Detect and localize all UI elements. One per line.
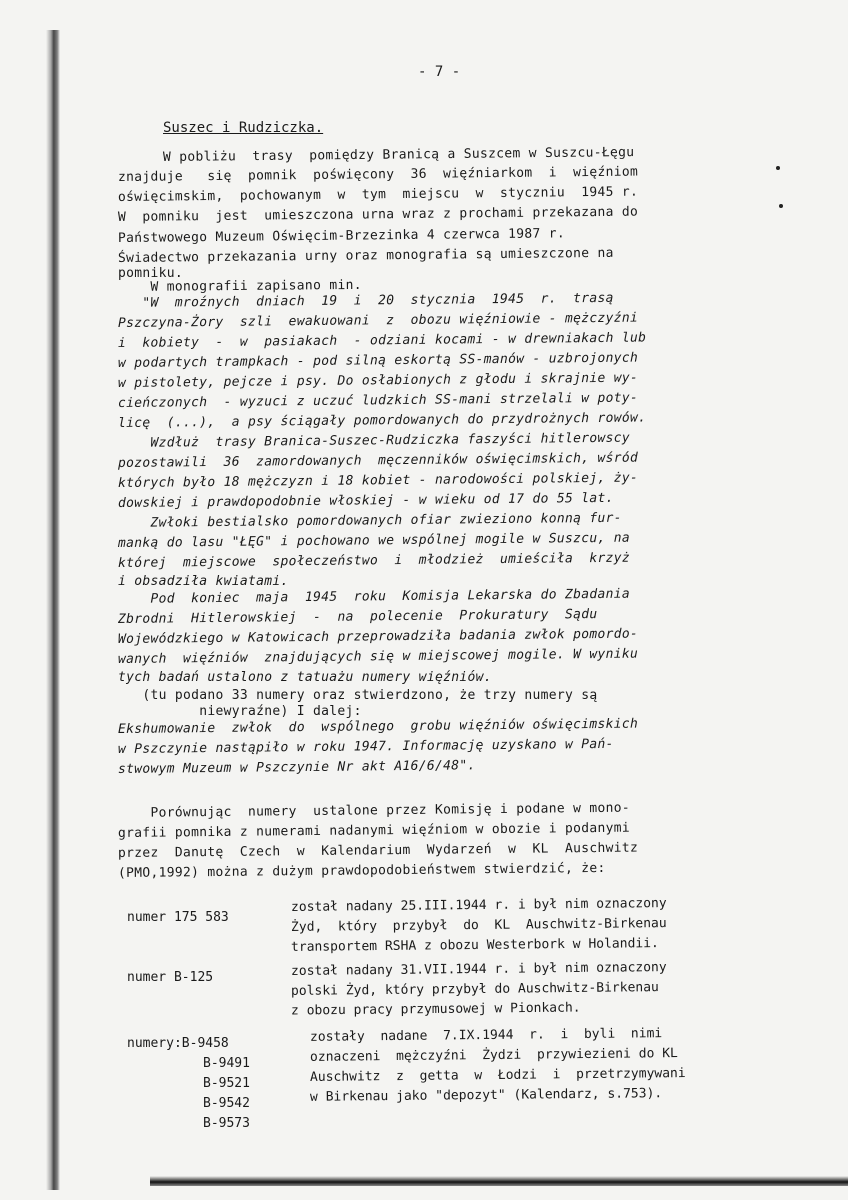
entry-text-line: Żyd, który przybył do KL Auschwitz-Birkenau <box>290 916 667 935</box>
scan-speck <box>776 166 780 170</box>
quote-line: Pszczyna-Żory szli ewakuowani z obozu więźniowie - mężczyźni <box>117 310 639 331</box>
entry-number-label: B-9521 <box>203 1076 250 1091</box>
page-bottom-edge <box>150 1176 848 1186</box>
quote-line: licę (...), a psy ściągały pomordowanych do przydrożnych rowów. <box>117 410 647 431</box>
body-line: (tu podano 33 numery oraz stwierdzono, że trzy numery są <box>118 688 598 703</box>
quote-line: pozostawili 36 zamordowanych męczenników oświęcimskich, wśród <box>117 450 639 471</box>
quote-line: i obsadziła kwiatami. <box>118 574 289 589</box>
quote-line: w podartych trampkach - pod silną eskortą SS-manów - uzbrojonych <box>117 350 639 371</box>
binding-shadow <box>46 30 60 1190</box>
quote-line: stwowym Muzeum w Pszczynie Nr akt A16/6/48". <box>117 758 476 777</box>
body-line: W pobliżu trasy pomiędzy Branicą a Suszcem w Suszcu-Łęgu <box>162 145 635 165</box>
quote-line: Pod koniec maja 1945 roku Komisja Lekarska do Zbadania <box>117 586 631 607</box>
quote-line: cieńczonych - wyzuci z uczuć ludzkich SS-mani strzelali w poty- <box>117 390 639 411</box>
body-line: Świadectwo przekazania urny oraz monografia są umieszczone na <box>117 245 614 266</box>
quote-line: której miejscowe społeczeństwo i młodzież umieściła krzyż <box>117 550 631 571</box>
scan-speck <box>779 204 783 208</box>
quote-line: Wzdłuż trasy Branica-Suszec-Rudziczka faszyści hitlerowscy <box>117 430 631 451</box>
quote-line: w pistolety, pejcze i psy. Do osłabionych z głodu i skrajnie wy- <box>117 370 639 391</box>
entry-text-line: Auschwitz z getta w Łodzi i przetrzymywani <box>309 1066 686 1085</box>
body-line: (PMO,1992) można z dużym prawdopodobieństwem stwierdzić, że: <box>117 860 606 881</box>
quote-line: Zwłoki bestialsko pomordowanych ofiar zwieziono konną fur- <box>117 510 622 531</box>
body-line: przez Danutę Czech w Kalendarium Wydarzeń w KL Auschwitz <box>117 840 639 861</box>
page-number: - 7 - <box>418 64 461 80</box>
quote-line: "W mroźnych dniach 19 i 20 stycznia 1945 r. trasą <box>117 290 614 311</box>
body-line: Porównując numery ustalone przez Komisję i podane w mono- <box>117 800 631 821</box>
entry-text-line: transportem RSHA z obozu Westerbork w Holandii. <box>290 936 659 955</box>
section-heading: Suszec i Rudziczka. <box>163 120 324 136</box>
entry-number-label: B-9542 <box>203 1096 250 1111</box>
quote-line: Zbrodni Hitlerowskiej - na polecenie Prokuratury Sądu <box>117 606 598 627</box>
body-line: grafii pomnika z numerami nadanymi więźniom w obozie i podanymi <box>117 820 631 841</box>
entry-number-label: numery:B-9458 <box>127 1036 229 1051</box>
quote-line: w Pszczynie nastąpiło w roku 1947. Informację uzyskano w Pań- <box>117 736 614 757</box>
entry-text-line: oznaczeni mężczyźni Żydzi przywiezieni do KL <box>309 1046 678 1065</box>
quote-line: i kobiety - w pasiakach - odziani kocami - w drewniakach lub <box>117 330 647 351</box>
quote-line: Wojewódzkiego w Katowicach przeprowadziła badania zwłok pomordo- <box>117 626 639 647</box>
body-line: Państwowego Muzeum Oświęcim-Brzezinka 4 czerwca 1987 r. <box>117 226 566 246</box>
body-line: oświęcimskim, pochowanym w tym miejscu w styczniu 1945 r. <box>117 184 639 205</box>
entry-text-line: został nadany 25.III.1944 r. i był nim oznaczony <box>290 896 667 915</box>
entry-number-label: numer B-125 <box>127 970 214 985</box>
entry-text-line: w Birkenau jako "depozyt" (Kalendarz, s.753). <box>309 1086 663 1105</box>
body-line: W pomniku jest umieszczona urna wraz z prochami przekazana do <box>117 204 639 225</box>
entry-text-line: z obozu pracy przymusowej w Pionkach. <box>290 1000 581 1019</box>
quote-line: wanych więźniów znajdujących się w miejscowej mogile. W wyniku <box>117 646 639 667</box>
quote-line: Ekshumowanie zwłok do wspólnego grobu więźniów oświęcimskich <box>117 716 639 737</box>
body-line: W monografii zapisano min. <box>117 277 362 295</box>
entry-text-line: zostały nadane 7.IX.1944 r. i byli nimi <box>309 1026 663 1045</box>
body-line: znajduje się pomnik poświęcony 36 więźniarkom i więźniom <box>117 164 639 185</box>
quote-line: tych badań ustalono z tatuażu numery więźniów. <box>118 670 492 685</box>
entry-number-label: B-9573 <box>203 1116 250 1131</box>
entry-text-line: został nadany 31.VII.1944 r. i był nim oznaczony <box>290 960 667 979</box>
quote-line: dowskiej i prawdopodobnie włoskiej - w wieku od 17 do 55 lat. <box>117 490 614 511</box>
quote-line: których było 18 mężczyzn i 18 kobiet - narodowości polskiej, ży- <box>117 470 639 491</box>
entry-number-label: numer 175 583 <box>127 910 229 925</box>
entry-number-label: B-9491 <box>203 1056 250 1071</box>
quote-line: manką do lasu "ŁĘG" i pochowano we wspólnej mogile w Suszcu, na <box>117 530 631 551</box>
entry-text-line: polski Żyd, który przybył do Auschwitz-Birkenau <box>290 980 659 999</box>
body-line: niewyraźne) I dalej: <box>118 704 362 719</box>
body-line: pomniku. <box>118 266 184 281</box>
